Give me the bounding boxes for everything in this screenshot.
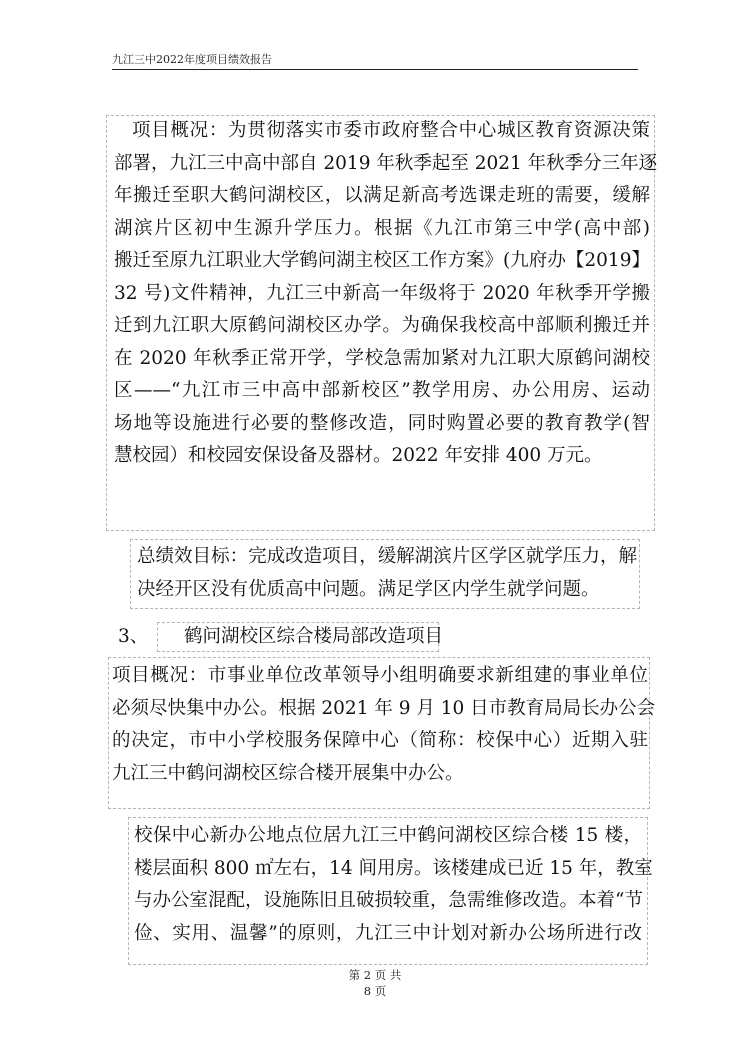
header-title: 九江三中2022年度项目绩效报告: [112, 53, 272, 66]
section-d-line: 俭、实用、温馨”的原则，九江三中计划对新办公场所进行改: [134, 922, 642, 944]
section-a-line: 部署，九江三中高中部自 2019 年秋季起至 2021 年秋季分三年逐: [114, 152, 658, 174]
section-c-line: 项目概况：市事业单位改革领导小组明确要求新组建的事业单位: [112, 665, 648, 686]
section-a-line: 慧校园）和校园安保设备及器材。2022 年安排 400 万元。: [114, 445, 603, 466]
section-d-paragraph: [134, 820, 653, 950]
page-header: [112, 50, 638, 70]
section-a-line: 在 2020 年秋季正常开学，学校急需加紧对九江职大原鹤问湖校: [114, 347, 650, 369]
section-a-line: 年搬迁至职大鹤问湖校区，以满足新高考选课走班的需要，缓解: [114, 185, 650, 206]
section-b-line: 总绩效目标：完成改造项目，缓解湖滨片区学区就学压力，解: [137, 546, 637, 567]
section-a-line: 32 号)文件精神，九江三中新高一年级将于 2020 年秋季开学搬: [114, 282, 650, 304]
section-a-line: 迁到九江职大原鹤问湖校区办学。为确保我校高中部顺利搬迁并: [114, 315, 650, 336]
item3-heading: [118, 623, 443, 651]
section-a-paragraph: [114, 115, 658, 473]
section-b-line: 决经开区没有优质高中问题。满足学区内学生就学问题。: [137, 578, 600, 600]
section-a-line: 场地等设施进行必要的整修改造，同时购置必要的教育教学(智: [114, 412, 650, 434]
page-number-line2: 8 页: [363, 984, 387, 998]
item3-title: 鹤问湖校区综合楼局部改造项目: [184, 626, 444, 647]
section-d-line: 与办公室混配，设施陈旧且破损较重，急需维修改造。本着“节: [134, 890, 643, 911]
section-b-paragraph: [137, 541, 637, 606]
section-a-line: 湖滨片区初中生源升学压力。根据《九江市第三中学(高中部): [114, 217, 650, 239]
section-c-paragraph: [112, 660, 656, 790]
section-a-line: 项目概况：为贯彻落实市委市政府整合中心城区教育资源决策: [132, 120, 650, 141]
section-c-line: 的决定，市中小学校服务保障中心（简称：校保中心）近期入驻: [112, 730, 648, 751]
section-d-line: 校保中心新办公地点位居九江三中鹤问湖校区综合楼 15 楼，: [134, 825, 642, 846]
item3-number: 3、: [118, 626, 149, 647]
section-a-line: 搬迁至原九江职业大学鹤问湖主校区工作方案》(九府办【2019】: [114, 250, 650, 271]
section-a-line: 区——“九江市三中高中部新校区”教学用房、办公用房、运动: [114, 380, 650, 401]
page-number-line1: 第 2 页 共: [348, 968, 402, 982]
section-d-line: 楼层面积 800 ㎡左右，14 间用房。该楼建成已近 15 年，教室: [134, 857, 653, 879]
section-c-line: 必须尽快集中办公。根据 2021 年 9 月 10 日市教育局局长办公会: [112, 697, 656, 719]
section-c-line: 九江三中鹤问湖校区综合楼开展集中办公。: [112, 762, 464, 784]
